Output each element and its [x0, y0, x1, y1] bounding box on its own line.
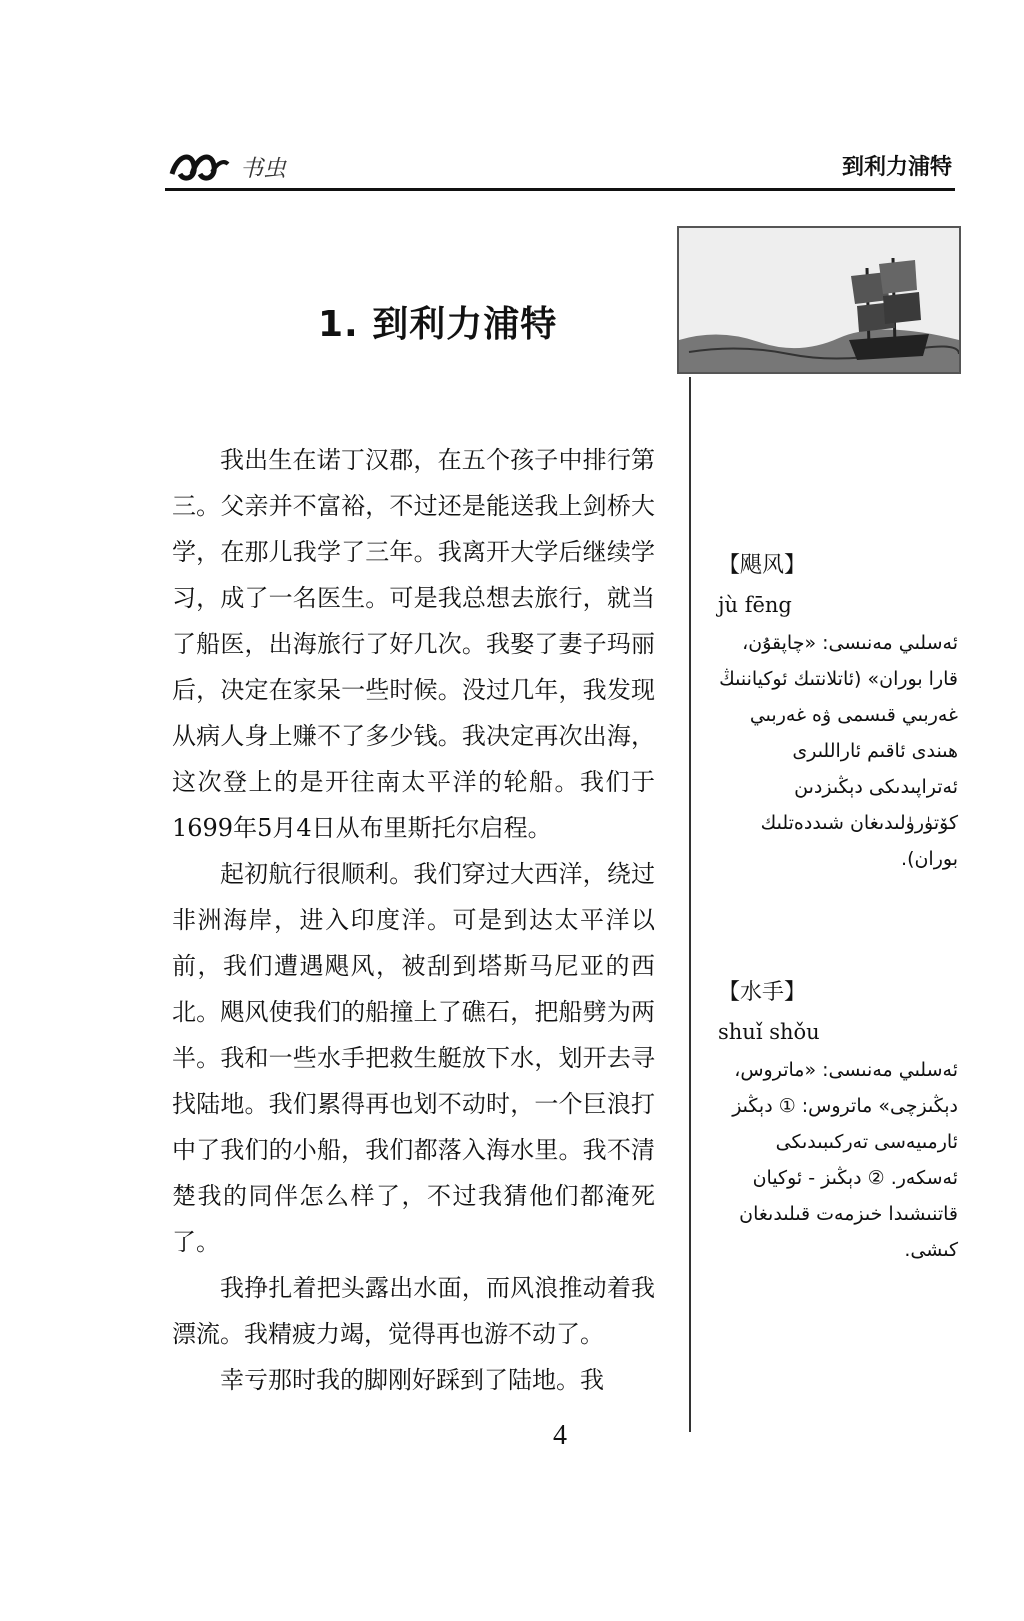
running-chapter-title: 到利力浦特 — [841, 155, 952, 180]
sailing-ship-icon — [679, 228, 959, 372]
paragraph: 起初航行很顺利。我们穿过大西洋，绕过非洲海岸，进入印度洋。可是到达太平洋以前，我们遭遇飓风，被刮到塔斯马尼亚的西北。飓风使我们的船撞上了礁石，把船劈为两半。我和一些水手把救生艇放下水，划开去寻找陆地。我们累得再也划不动时，一个巨浪打中了我们的小船，我们都落入海水里。我不清楚我的同伴怎么样了，不过我猜他们都淹死了。 — [172, 860, 655, 1256]
series-name: 书虫 — [240, 156, 286, 182]
glossary-entry — [718, 975, 968, 1268]
glossary-pinyin: shuǐ shǒu — [718, 1020, 820, 1044]
header-rule — [165, 188, 955, 191]
column-divider — [689, 377, 691, 1432]
page-number: 4 — [553, 1420, 567, 1451]
chapter-title: 1. 到利力浦特 — [318, 304, 558, 345]
paragraph: 我挣扎着把头露出水面，而风浪推动着我漂流。我精疲力竭，觉得再也游不动了。 — [172, 1274, 655, 1348]
ship-illustration — [677, 226, 961, 374]
glossary-definition: ئەسلىي مەنىسى: «چاپقۇن، قارا بوران» (ئاتلانتىك ئوكياننىڭ غەربىي قىسمى ۋە غەربىي ھىندى ئاقىم ئاراللىرى ئەتراپىدىكى دېڭىزدىن كۆتۈرۈلىدىغان شىددەتلىك بوران). — [719, 632, 958, 870]
glossary-term: 【水手】 — [718, 980, 807, 1005]
glossary-term: 【飓风】 — [718, 553, 807, 578]
main-text — [172, 437, 655, 1403]
paragraph: 幸亏那时我的脚刚好踩到了陆地。我 — [220, 1366, 604, 1394]
book-worm-logo-icon — [168, 148, 230, 184]
glossary-entry — [718, 548, 968, 877]
glossary-definition: ئەسلىي مەنىسى: «ماتروس، دېڭىزچى» ماتروس: ① دېڭىز ئارمىيەسى تەركىبىدىكى ئەسكەر. ② دېڭىز - ئوكيان قاتنىشىدا خىزمەت قىلىدىغان كىشى. — [732, 1059, 958, 1261]
glossary-pinyin: jù fēng — [718, 593, 792, 617]
paragraph: 我出生在诺丁汉郡，在五个孩子中排行第三。父亲并不富裕，不过还是能送我上剑桥大学，在那儿我学了三年。我离开大学后继续学习，成了一名医生。可是我总想去旅行，就当了船医，出海旅行了好几次。我娶了妻子玛丽后，决定在家呆一些时候。没过几年，我发现从病人身上赚不了多少钱。我决定再次出海，这次登上的是开往南太平洋的轮船。我们于1699年5月4日从布里斯托尔启程。 — [172, 446, 655, 842]
